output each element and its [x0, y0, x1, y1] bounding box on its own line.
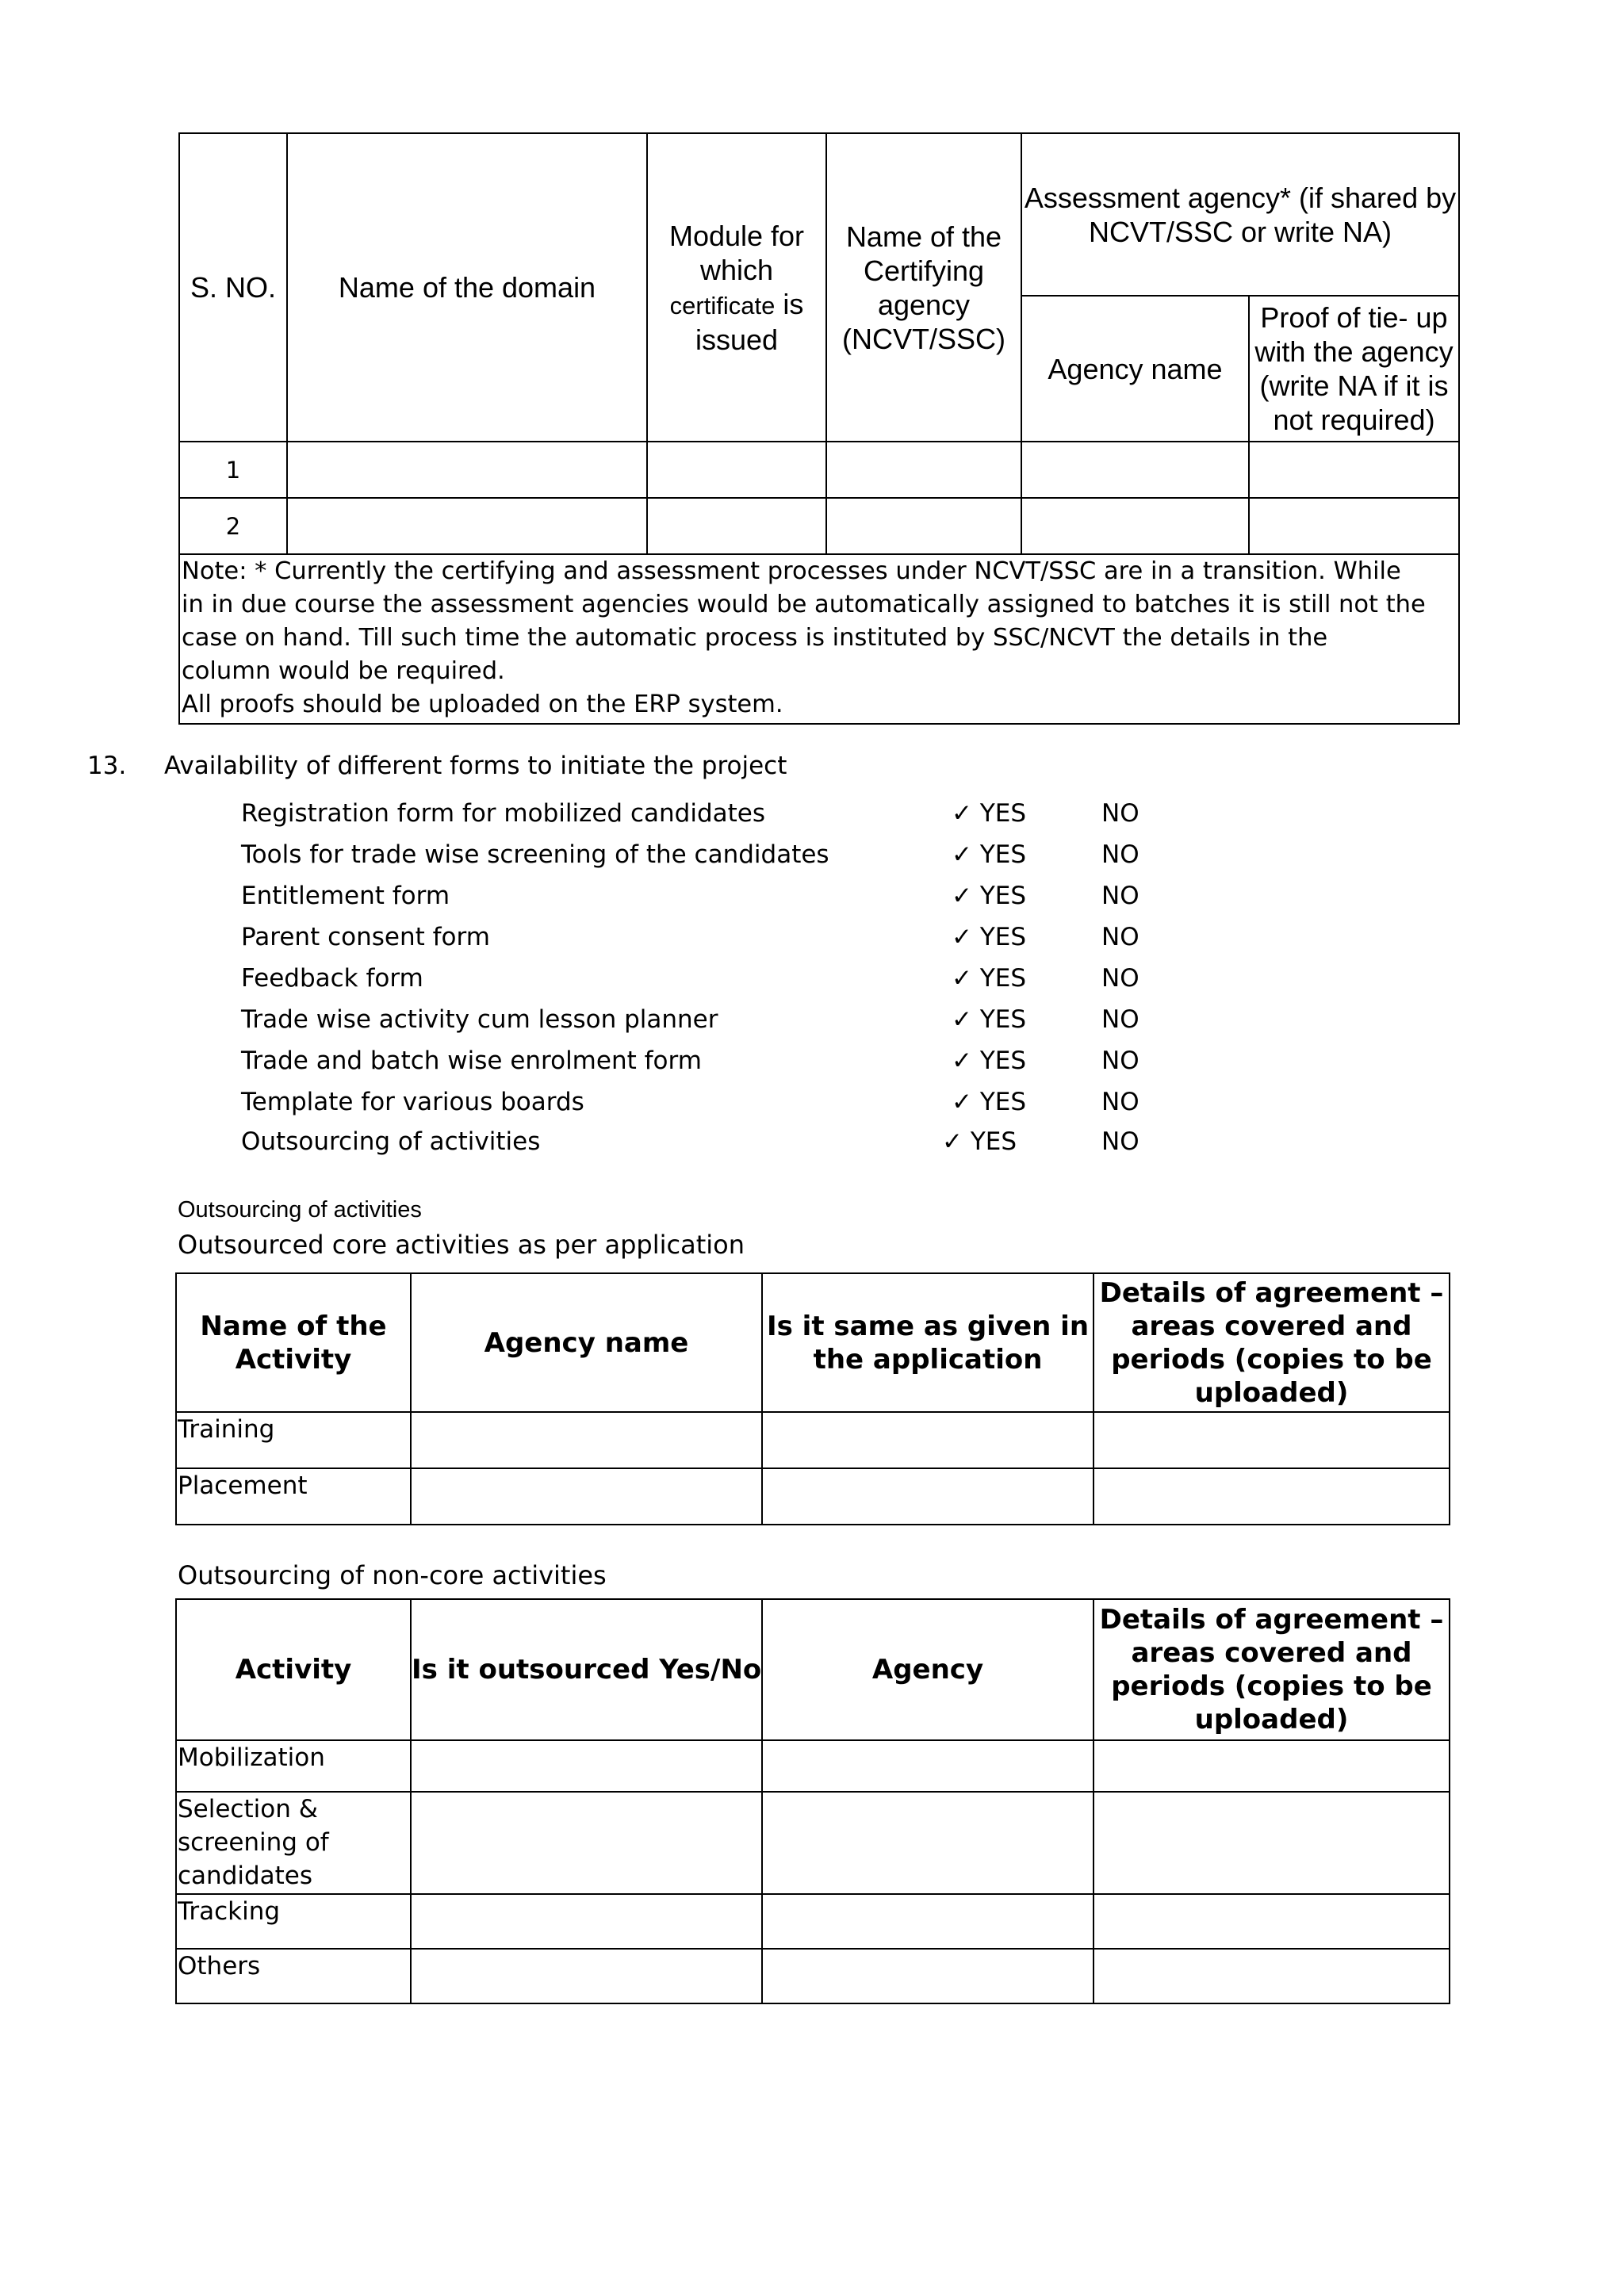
row-mobilization-details-cell[interactable]	[1094, 1740, 1450, 1792]
row-1-sno: 1	[179, 442, 287, 498]
row-selection-agency-cell[interactable]	[762, 1792, 1094, 1894]
row-1-agency-cell[interactable]	[1021, 442, 1249, 498]
row-mobilization-label: Mobilization	[176, 1740, 411, 1792]
yes-option[interactable]: ✓ YES	[952, 840, 1027, 869]
no-option[interactable]: NO	[1101, 882, 1139, 910]
row-others-label: Others	[176, 1949, 411, 2003]
form-label: Outsourcing of activities	[241, 1127, 541, 1156]
row-mobilization-outsourced-cell[interactable]	[411, 1740, 762, 1792]
header-module	[647, 133, 826, 442]
note-line: in in due course the assessment agencies would be automatically assigned to batches it is still not the	[182, 591, 1426, 618]
row-tracking-details-cell[interactable]	[1094, 1894, 1450, 1949]
row-selection-outsourced-cell[interactable]	[411, 1792, 762, 1894]
header-agreement-details: Details of agreement – areas covered and periods (copies to be uploaded)	[1094, 1599, 1450, 1740]
row-placement-same-cell[interactable]	[762, 1468, 1094, 1525]
row-1-module-cell[interactable]	[647, 442, 826, 498]
row-mobilization-agency-cell[interactable]	[762, 1740, 1094, 1792]
row-2-sno: 2	[179, 498, 287, 554]
header-module-line2: certificate	[669, 291, 776, 320]
header-activity: Activity	[176, 1599, 411, 1740]
outsourcing-small-caption: Outsourcing of activities	[178, 1197, 422, 1223]
row-1-proof-cell[interactable]	[1249, 442, 1459, 498]
form-row-parent-consent	[0, 923, 1624, 964]
yes-option[interactable]: ✓ YES	[952, 882, 1027, 910]
no-option[interactable]: NO	[1101, 1088, 1139, 1116]
header-module-line3: is issued	[695, 287, 804, 356]
section-title: Availability of different forms to initiate the project	[164, 752, 787, 780]
checkmark-icon: ✓	[952, 1047, 972, 1075]
form-label: Trade and batch wise enrolment form	[241, 1047, 702, 1075]
no-option[interactable]: NO	[1101, 840, 1139, 869]
note-line: case on hand. Till such time the automatic process is instituted by SSC/NCVT the details in the	[182, 624, 1328, 652]
yes-option[interactable]: ✓ YES	[942, 1127, 1017, 1156]
certification-table	[178, 132, 1460, 725]
header-activity-name: Name of the Activity	[176, 1273, 411, 1412]
checkmark-icon: ✓	[952, 882, 972, 910]
checkmark-icon: ✓	[952, 840, 972, 869]
form-row-enrolment	[0, 1047, 1624, 1088]
row-selection-details-cell[interactable]	[1094, 1792, 1450, 1894]
header-module-line1: Module for which	[668, 219, 805, 286]
header-proof-tieup: Proof of tie- up with the agency (write NA if it is not required)	[1249, 296, 1459, 442]
header-sno: S. NO.	[179, 133, 287, 442]
header-certifying-agency: Name of the Certifying agency (NCVT/SSC)	[826, 133, 1021, 442]
yes-option[interactable]: ✓ YES	[952, 964, 1027, 993]
no-option[interactable]: NO	[1101, 964, 1139, 993]
form-label: Parent consent form	[241, 923, 490, 951]
checkmark-icon: ✓	[952, 1088, 972, 1116]
header-assessment-agency: Assessment agency* (if shared by NCVT/SSC or write NA)	[1021, 133, 1459, 296]
header-agency-name: Agency name	[411, 1273, 762, 1412]
core-activities-caption: Outsourced core activities as per application	[178, 1230, 745, 1260]
no-option[interactable]: NO	[1101, 799, 1139, 828]
yes-option[interactable]: ✓ YES	[952, 1047, 1027, 1075]
no-option[interactable]: NO	[1101, 923, 1139, 951]
yes-option[interactable]: ✓ YES	[952, 923, 1027, 951]
row-placement-details-cell[interactable]	[1094, 1468, 1450, 1525]
row-1-domain-cell[interactable]	[287, 442, 647, 498]
row-training-details-cell[interactable]	[1094, 1412, 1450, 1468]
form-label: Entitlement form	[241, 882, 450, 910]
no-option[interactable]: NO	[1101, 1005, 1139, 1034]
row-placement-label: Placement	[176, 1468, 411, 1525]
checkmark-icon: ✓	[952, 1005, 972, 1034]
form-row-registration	[0, 799, 1624, 840]
row-training-same-cell[interactable]	[762, 1412, 1094, 1468]
row-2-proof-cell[interactable]	[1249, 498, 1459, 554]
form-row-feedback	[0, 964, 1624, 1005]
header-agency: Agency	[762, 1599, 1094, 1740]
yes-option[interactable]: ✓ YES	[952, 799, 1027, 828]
checkmark-icon: ✓	[952, 964, 972, 993]
row-selection-label: Selection & screening of candidates	[176, 1792, 411, 1894]
form-row-lesson-planner	[0, 1005, 1624, 1047]
row-others-agency-cell[interactable]	[762, 1949, 1094, 2003]
header-domain: Name of the domain	[287, 133, 647, 442]
row-others-details-cell[interactable]	[1094, 1949, 1450, 2003]
no-option[interactable]: NO	[1101, 1127, 1139, 1156]
form-label: Registration form for mobilized candidates	[241, 799, 765, 828]
form-label: Trade wise activity cum lesson planner	[241, 1005, 718, 1034]
noncore-activities-table	[175, 1598, 1450, 2004]
row-placement-agency-cell[interactable]	[411, 1468, 762, 1525]
row-tracking-agency-cell[interactable]	[762, 1894, 1094, 1949]
header-agency-name: Agency name	[1021, 296, 1249, 442]
form-row-outsourcing	[0, 1127, 1624, 1169]
row-training-label: Training	[176, 1412, 411, 1468]
row-2-domain-cell[interactable]	[287, 498, 647, 554]
row-2-agency-cell[interactable]	[1021, 498, 1249, 554]
yes-option[interactable]: ✓ YES	[952, 1005, 1027, 1034]
form-row-entitlement	[0, 882, 1624, 923]
header-same-as-application: Is it same as given in the application	[762, 1273, 1094, 1412]
row-others-outsourced-cell[interactable]	[411, 1949, 762, 2003]
yes-option[interactable]: ✓ YES	[952, 1088, 1027, 1116]
form-label: Template for various boards	[241, 1088, 584, 1116]
noncore-activities-caption: Outsourcing of non-core activities	[178, 1560, 607, 1590]
form-label: Feedback form	[241, 964, 423, 993]
header-agreement-details: Details of agreement – areas covered and periods (copies to be uploaded)	[1094, 1273, 1450, 1412]
form-row-screening-tools	[0, 840, 1624, 882]
row-tracking-label: Tracking	[176, 1894, 411, 1949]
form-label: Tools for trade wise screening of the candidates	[241, 840, 829, 869]
note-line: Note: * Currently the certifying and assessment processes under NCVT/SSC are in a transition. While	[182, 557, 1401, 585]
note-line: column would be required.	[182, 657, 505, 685]
row-training-agency-cell[interactable]	[411, 1412, 762, 1468]
row-1-certifying-cell[interactable]	[826, 442, 1021, 498]
core-activities-table	[175, 1272, 1450, 1525]
form-row-boards-template	[0, 1088, 1624, 1129]
note-line: All proofs should be uploaded on the ERP system.	[182, 691, 783, 718]
section-number: 13.	[87, 752, 127, 780]
checkmark-icon: ✓	[952, 799, 972, 828]
header-is-outsourced: Is it outsourced Yes/No	[411, 1599, 762, 1740]
checkmark-icon: ✓	[952, 923, 972, 951]
note-cell	[179, 554, 1459, 724]
row-2-module-cell[interactable]	[647, 498, 826, 554]
checkmark-icon: ✓	[942, 1127, 963, 1156]
row-2-certifying-cell[interactable]	[826, 498, 1021, 554]
row-tracking-outsourced-cell[interactable]	[411, 1894, 762, 1949]
no-option[interactable]: NO	[1101, 1047, 1139, 1075]
